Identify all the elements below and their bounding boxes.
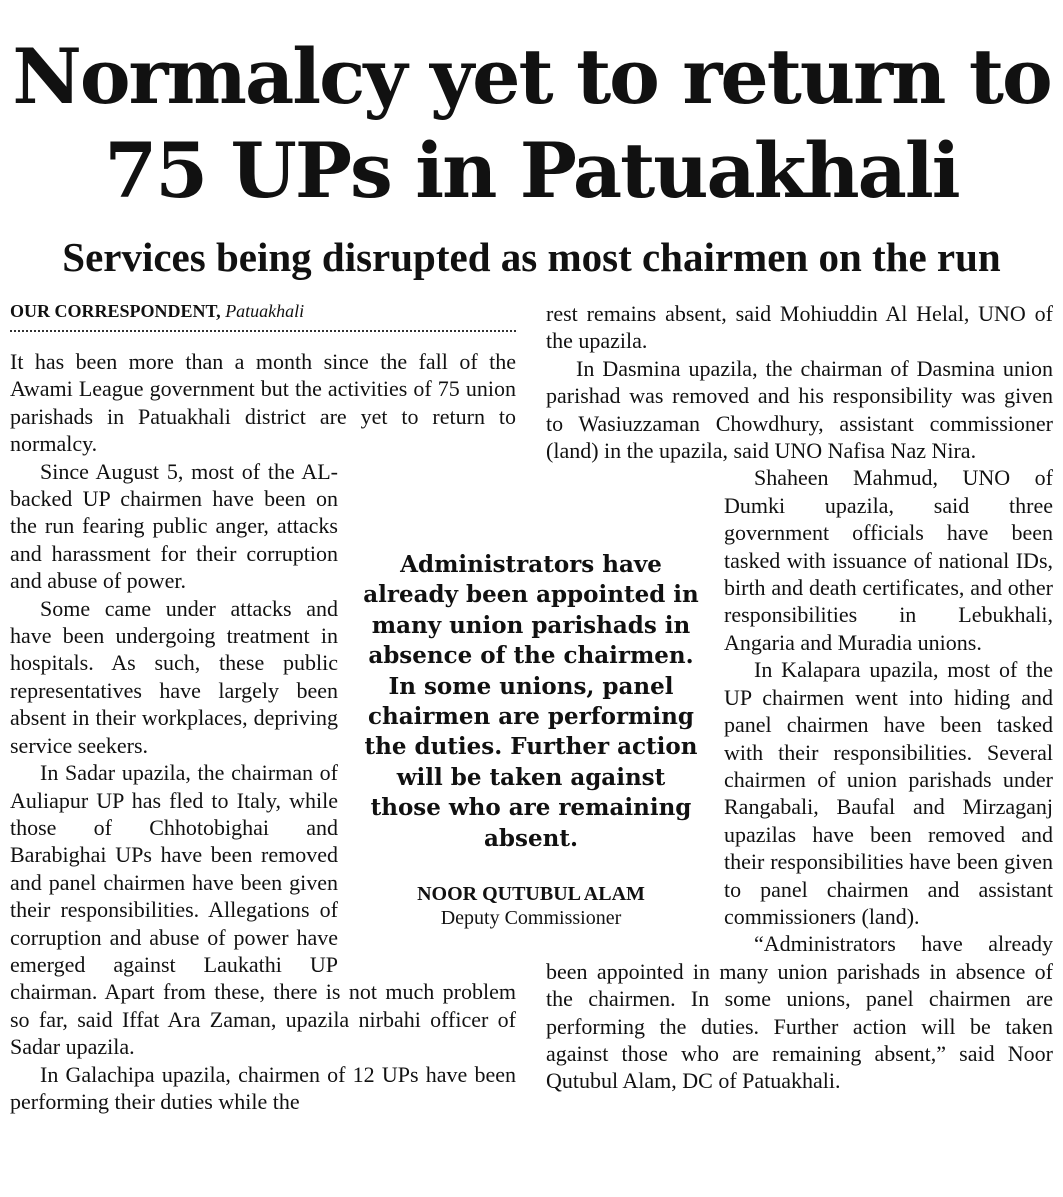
paragraph: In Galachipa upazila, chairmen of 12 UPs have been performing their duties while the xyxy=(10,1061,516,1114)
byline-place: Patuakhali xyxy=(225,301,305,321)
pull-quote-author: NOOR QUTUBUL ALAM xyxy=(417,883,645,906)
paragraph: In Kalapara upazila, most of the UP chairmen went into hiding and panel chairmen have been tasked with their responsibilities. Several chairmen of union parishads under Rangabali, Baufal and Mirzaganj upazilas have been removed and their responsibilities have been given to panel chairmen and assistant commissioners (land). xyxy=(724,657,1053,929)
headline: Normalcy yet to return to 75 UPs in Patuakhali xyxy=(12,32,1051,215)
paragraph: rest remains absent, said Mohiuddin Al Helal, UNO of the upazila. xyxy=(546,301,1053,354)
paragraph: In Dasmina upazila, the chairman of Dasmina union parishad was removed and his responsibility was given to Wasiuzzaman Chowdhury, assistant commissioner (land) in the upazila, said UNO Nafisa Naz Nira. xyxy=(546,355,1053,464)
paragraph: Some came under attacks and have been undergoing treatment in hospitals. As such, these public representatives have largely been absent in their workplaces, depriving service seekers. xyxy=(10,595,338,758)
paragraph: In Sadar upazila, the chairman of Auliapur UP has fled to Italy, while those of Chhotobighai and Barabighai UPs have been removed and panel chairmen have been given their responsibilities. Allegations of corruption and abuse of power have emerged against Laukathi UP chairman. Apart from these, there is not much problem so far, said Iffat Ara Zaman, upazila nirbahi officer of Sadar upazila. xyxy=(10,760,516,1060)
byline xyxy=(10,299,516,323)
pull-quote-box xyxy=(358,550,704,930)
paragraph: “Administrators have already been appointed in many union parishads in absence of the chairmen. In some unions, panel chairmen are performing the duties. Further action will be taken against those who are remaining absent,” said Noor Qutubul Alam, DC of Patuakhali. xyxy=(546,931,1053,1094)
byline-divider xyxy=(10,330,516,332)
byline-name: OUR CORRESPONDENT, xyxy=(10,301,221,321)
pull-quote: Administrators have already been appointed in many union parishads in absence of the chairmen. In some unions, panel chairmen are performing the duties. Further action will be taken against those who are remaining absent. xyxy=(363,551,699,852)
pull-quote-author-title: Deputy Commissioner xyxy=(440,907,622,930)
subheadline: Services being disrupted as most chairmen on the run xyxy=(62,234,1001,280)
paragraph-text: Since August 5, most of the AL-backed UP chairmen have been on the run fearing public anger, attacks and harassment for their corruption and abuse of power. xyxy=(10,458,338,594)
paragraph-text: Shaheen Mahmud, UNO of Dumki upazila, said three government officials have been tasked with issuance of national IDs, birth and death certificates, and other responsibilities in Lebukhali, Angaria and Muradia unions. xyxy=(724,465,1053,655)
paragraph: It has been more than a month since the fall of the Awami League government but the activities of 75 union parishads in Patuakhali district are yet to return to normalcy. xyxy=(10,349,516,457)
